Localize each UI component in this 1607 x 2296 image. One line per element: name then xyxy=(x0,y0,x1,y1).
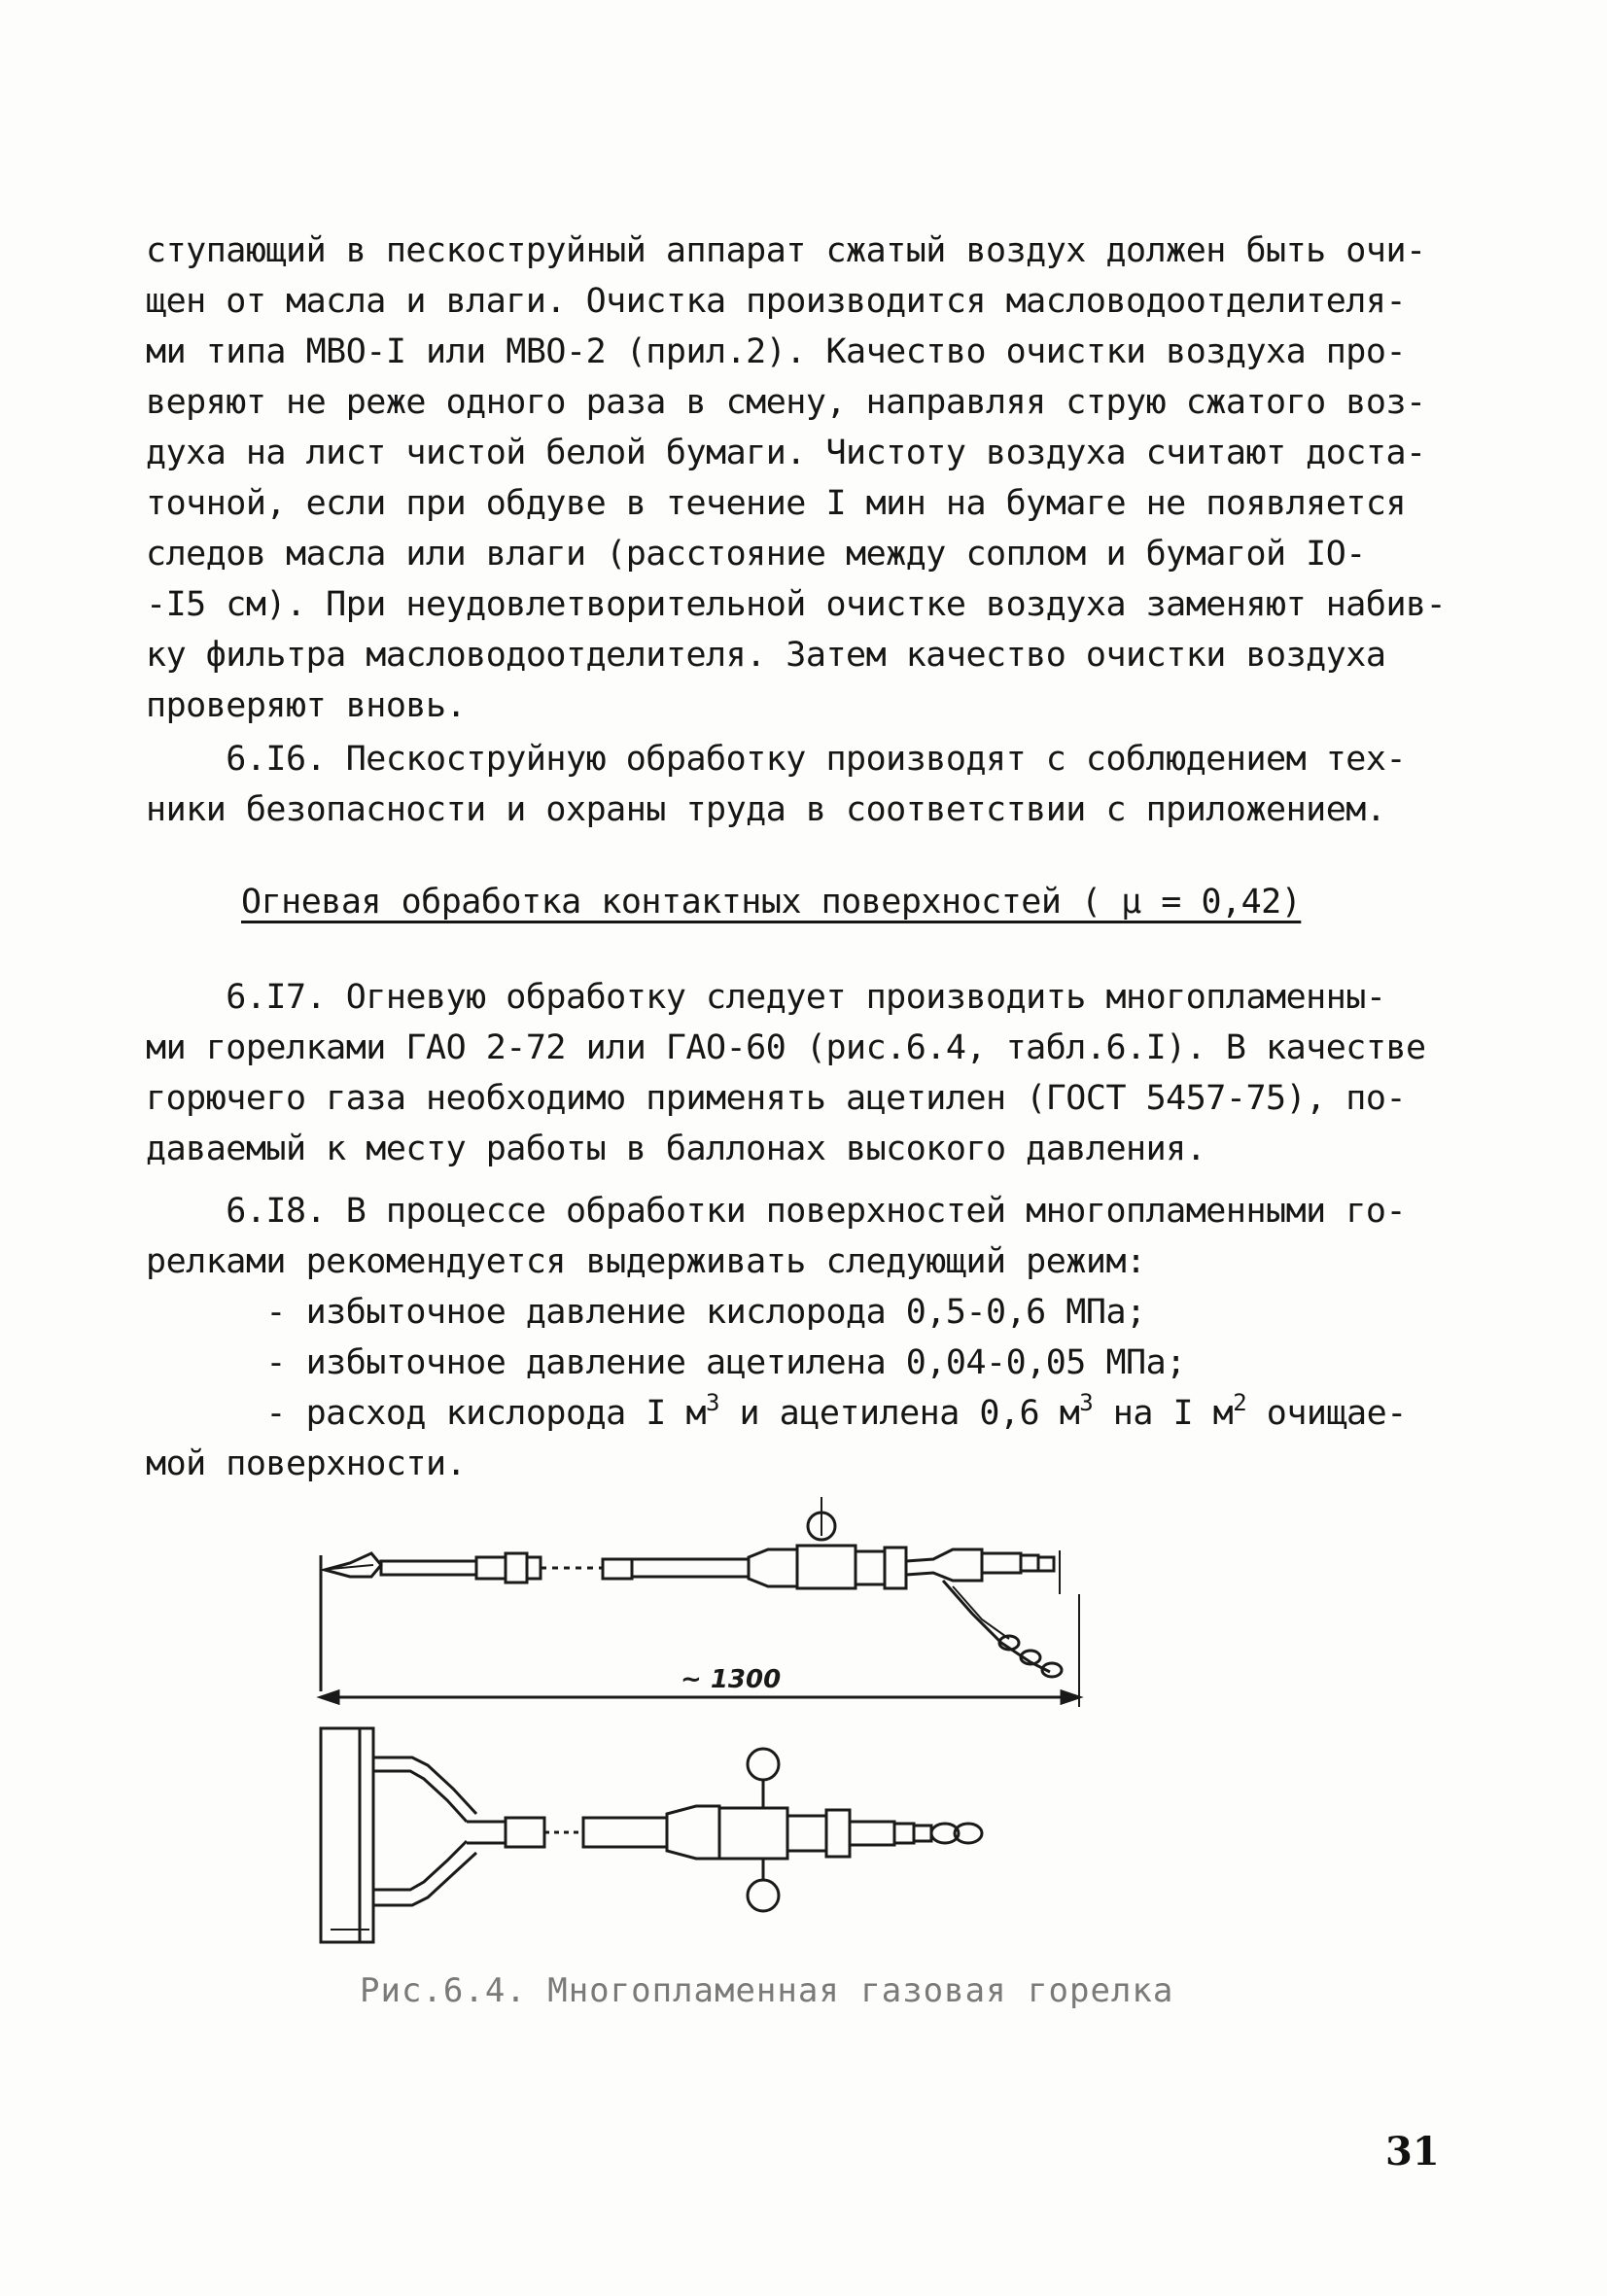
text-line: ступающий в пескоструйный аппарат сжатый воздух должен быть очи- xyxy=(146,231,1426,270)
text-line: точной, если при обдуве в течение I мин на бумаге не появляется xyxy=(146,484,1407,523)
text-fragment: и ацетилена 0,6 м xyxy=(718,1394,1080,1433)
text-line: веряют не реже одного раза в смену, направляя струю сжатого воз- xyxy=(146,383,1426,422)
figure-caption: Рис.6.4. Многопламенная газовая горелка xyxy=(360,1971,1174,2010)
text-fragment: - расход кислорода I м xyxy=(146,1394,707,1433)
text-line: ку фильтра масловодоотделителя. Затем качество очистки воздуха xyxy=(146,636,1386,675)
tube-section xyxy=(381,1561,476,1575)
text-line: мой поверхности. xyxy=(146,1444,467,1483)
text-line: релками рекомендуется выдерживать следующий режим: xyxy=(146,1242,1146,1281)
text-line: 6.I7. Огневую обработку следует производить многопламенны- xyxy=(146,978,1386,1017)
text-fragment: очищае- xyxy=(1246,1394,1407,1433)
handle xyxy=(632,1559,749,1577)
text-line: даваемый к месту работы в баллонах высокого давления. xyxy=(146,1130,1206,1168)
burner-head xyxy=(321,1728,360,1942)
superscript: 2 xyxy=(1233,1389,1247,1416)
text-line: горючего газа необходимо применять ацетилен (ГОСТ 5457-75), по- xyxy=(146,1079,1407,1118)
text-line: ми типа МВО-I или МВО-2 (прил.2). Качество очистки воздуха про- xyxy=(146,332,1407,371)
superscript: 3 xyxy=(1079,1389,1094,1416)
text-line: проверяют вновь. xyxy=(146,686,467,725)
text-line: 6.I6. Пескоструйную обработку производят с соблюдением тех- xyxy=(146,740,1407,779)
valve-body xyxy=(797,1546,856,1588)
central-tube xyxy=(583,1818,667,1847)
text-fragment: на I м xyxy=(1093,1394,1234,1433)
text-line: следов масла или влаги (расстояние между соплом и бумагой IO- xyxy=(146,535,1366,574)
valve-wheel xyxy=(748,1880,779,1911)
top-view xyxy=(321,1728,982,1942)
superscript: 3 xyxy=(706,1389,719,1416)
text-line: -I5 см). При неудовлетворительной очистке воздуха заменяют набив- xyxy=(146,585,1447,624)
paragraph-6-16 xyxy=(146,734,1449,835)
list-item: - избыточное давление ацетилена 0,04-0,05 МПа; xyxy=(146,1343,1186,1382)
text-line: 6.I8. В процессе обработки поверхностей многопламенными го- xyxy=(146,1192,1407,1231)
text-line: ми горелками ГАО 2-72 или ГАО-60 (рис.6.4, табл.6.I). В качестве xyxy=(146,1028,1426,1067)
text-line: духа на лист чистой белой бумаги. Чистоту воздуха считают доста- xyxy=(146,434,1426,472)
burner-drawing xyxy=(311,1497,1205,1964)
page-number: 31 xyxy=(1385,2129,1440,2174)
paragraph-air-cleaning xyxy=(146,226,1449,731)
valve-body xyxy=(719,1808,787,1859)
valve-wheel xyxy=(748,1749,779,1780)
dimension-label: ~ 1300 xyxy=(681,1665,782,1694)
text-line: щен от масла и влаги. Очистка производится масловодоотделителя- xyxy=(146,282,1407,321)
fork-tube xyxy=(373,1757,476,1814)
list-item-consumption xyxy=(146,1388,1449,1439)
text-line: ники безопасности и охраны труда в соответствии с приложением. xyxy=(146,790,1386,829)
paragraph-6-17 xyxy=(146,972,1449,1174)
paragraph-6-18 xyxy=(146,1186,1449,1489)
list-item: - избыточное давление кислорода 0,5-0,6 МПа; xyxy=(146,1293,1146,1332)
section-heading: Огневая обработка контактных поверхностей ( μ = 0,42) xyxy=(241,883,1302,922)
